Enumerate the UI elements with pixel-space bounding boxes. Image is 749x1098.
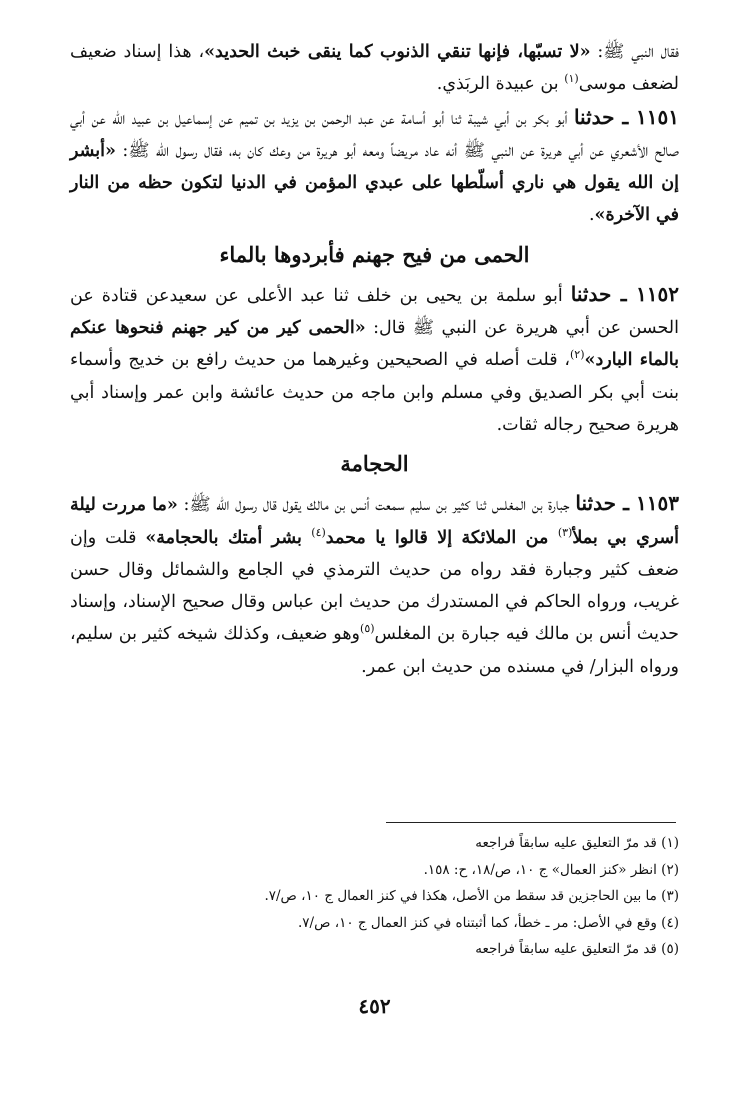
page-number: ٤٥٢ — [358, 994, 391, 1018]
footnote-ref-3: (٣) — [557, 525, 573, 539]
hadith-1153-chain: جبارة بن المغلس ثنا كثير بن سليم سمعت أنس بن مالك يقول قال رسول الله ﷺ: — [177, 495, 576, 516]
intro-prefix: فقال النبي ﷺ: — [590, 42, 679, 62]
hadith-1153-quote-part2: من الملائكة إلا قالوا يا محمد — [325, 527, 558, 548]
footnote-5: (٥) قد مرّ التعليق عليه سابقاً فراجعه — [475, 941, 679, 957]
footnote-ref-2: (٢) — [570, 348, 585, 362]
footnote-ref-5: (٥) — [360, 622, 375, 636]
hadith-1152-chain: أبو سلمة بن يحيى بن خلف ثنا عبد الأعلى عن سعيدعن قتادة عن الحسن عن أبي هريرة عن النبي ﷺ قال: — [70, 285, 679, 339]
section-heading-cupping: الحجامة — [340, 451, 409, 477]
hadith-number-1152: ١١٥٢ ـ حدثنا — [570, 281, 679, 306]
footnote-ref-4: (٤) — [311, 525, 326, 539]
intro-middle: ، هذا إسناد ضعيف لضعف موسى — [70, 42, 679, 95]
hadith-1153-quote-part3: بشر أمتك بالحجامة» — [145, 527, 312, 548]
hadith-number-1151: ١١٥١ ـ حدثنا — [573, 104, 679, 129]
intro-paragraph — [70, 36, 679, 101]
intro-quote: «لا تسبّها، فإنها تنقي الذنوب كما ينقى خبث الحديد» — [204, 42, 591, 62]
hadith-1151-chain: أبو بكر بن أبي شيبة ثنا أبو أسامة عن عبد الرحمن بن يزيد بن تميم عن إسماعيل بن عبيد الله عن أبي صالح الأشعري عن أبي هريرة عن النبي ﷺ أنه عاد مريضاً ومعه أبو هريرة من وعك كان به، فقال رسول الله ﷺ: — [70, 108, 679, 161]
hadith-1152 — [70, 278, 679, 441]
hadith-1153-quote-part1: «ما مررت ليلة أسري بي بملأ — [70, 495, 680, 548]
section-heading-fever: الحمى من فيح جهنم فأبردوها بالماء — [219, 241, 530, 267]
intro-suffix: بن عبيدة الربَذي. — [436, 74, 565, 95]
footnote-divider — [386, 822, 676, 823]
hadith-1152-quote: «الحمى كير من كير جهنم فنحوها عنكم بالماء البارد» — [70, 318, 680, 371]
footnote-1: (١) قد مرّ التعليق عليه سابقاً فراجعه — [475, 835, 679, 851]
main-text — [70, 36, 679, 683]
hadith-1151 — [70, 101, 679, 232]
hadith-1153 — [70, 487, 679, 683]
footnote-2: (٢) انظر «كنز العمال» ج ١٠، ص/١٨، ح: ١٥٨. — [423, 861, 679, 878]
footnote-ref-1: (١) — [564, 72, 579, 86]
hadith-1151-quote: «أبشر إن الله يقول هي ناري أسلّطها على عبدي المؤمن في الدنيا لتكون حظه من النار في الآخرة» — [70, 140, 679, 226]
footnotes — [70, 830, 679, 963]
hadith-1153-commentary: قلت وإن ضعف كثير وجبارة فقد رواه من حديث الترمذي في الجامع والشمائل وقال حسن غريب، ورواه الحاكم في المستدرك من حديث ابن عباس وقال صحيح الإسناد، وإسناد حديث أنس بن مالك فيه جبارة بن المغلس — [70, 527, 679, 645]
footnote-4: (٤) وقع في الأصل: مر ـ خطأ، كما أثبتناه في كنز العمال ج ١٠، ص/٧. — [297, 914, 679, 931]
footnote-3: (٣) ما بين الحاجزين قد سقط من الأصل، هكذا في كنز العمال ج ١٠، ص/٧. — [264, 888, 679, 904]
hadith-1152-commentary: ، قلت أصله في الصحيحين وغيرهما من حديث رافع بن خديج وأسماء بنت أبي بكر الصديق وفي مسلم وابن ماجه من حديث عائشة وابن عمر وإسناد أبي هريرة صحيح رجاله ثقات. — [70, 350, 679, 435]
hadith-number-1153: ١١٥٣ ـ حدثنا — [575, 491, 680, 516]
hadith-1151-end: . — [588, 205, 595, 226]
hadith-1153-commentary-end: وهو ضعيف، وكذلك شيخه كثير بن سليم، ورواه البزار/ في مسنده من حديث ابن عمر. — [70, 624, 679, 677]
